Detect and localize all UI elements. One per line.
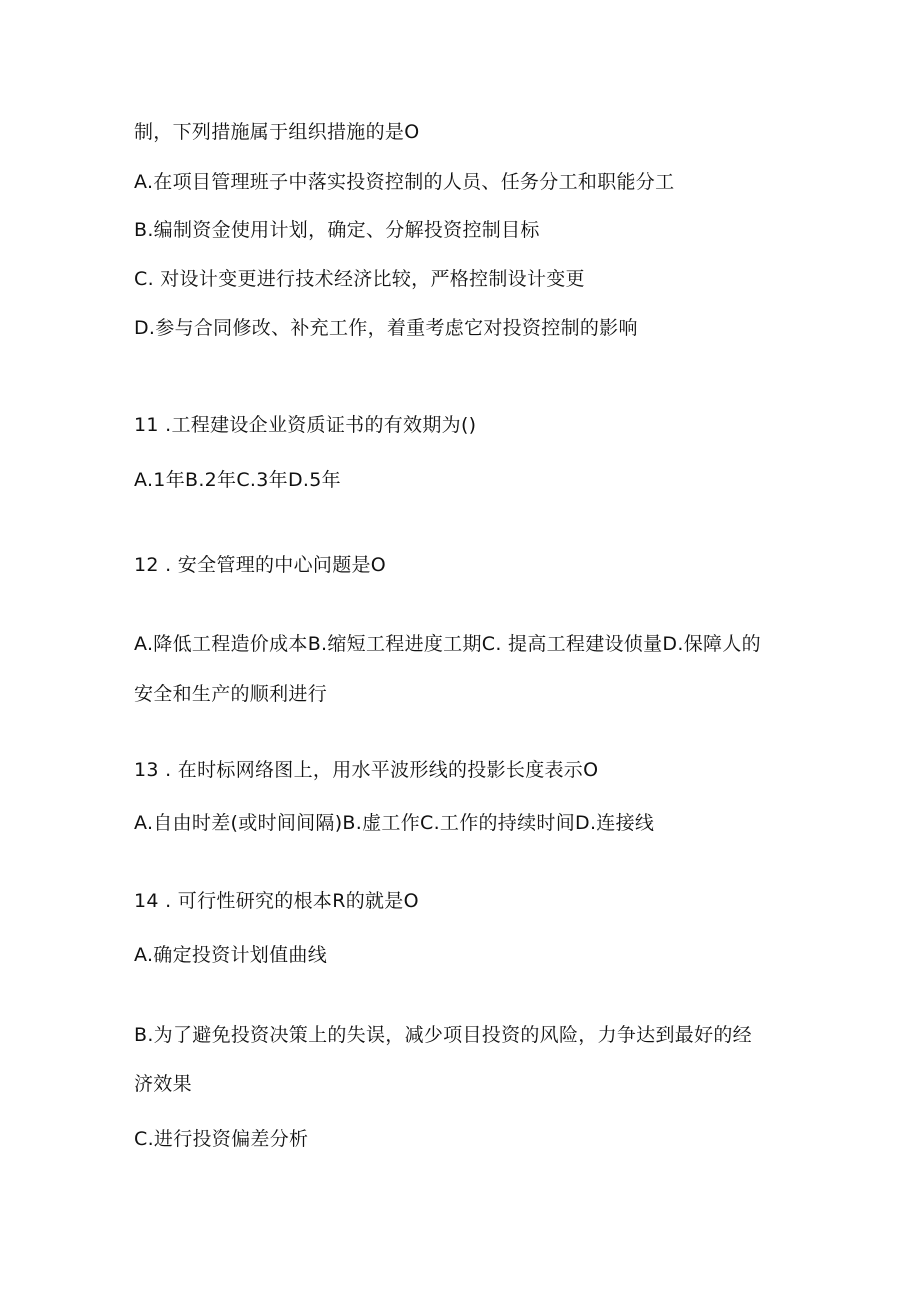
question-12-stem: 12 . 安全管理的中心问题是O [134, 554, 387, 576]
question-14-option-b-line-2: 济效果 [134, 1073, 192, 1095]
question-12-options-line-2: 安全和生产的顺利进行 [134, 683, 328, 705]
question-10-option-d: D.参与合同修改、补充工作，着重考虑它对投资控制的影响 [134, 317, 638, 339]
question-14-option-c: C.进行投资偏差分析 [134, 1128, 309, 1150]
question-11-stem: 11 .工程建设企业资质证书的有效期为() [134, 414, 477, 436]
question-10-option-a: A.在项目管理班子中落实投资控制的人员、任务分工和职能分工 [134, 171, 675, 193]
question-14-stem: 14 . 可行性研究的根本R的就是O [134, 890, 419, 912]
question-14-option-b-line-1: B.为了避免投资决策上的失误，减少项目投资的风险，力争达到最好的经 [134, 1024, 752, 1046]
question-10-stem-continuation: 制，下列措施属于组织措施的是O [134, 121, 420, 143]
question-10-option-b: B.编制资金使用计划，确定、分解投资控制目标 [134, 219, 540, 241]
question-12-options-line-1: A.降低工程造价成本B.缩短工程进度工期C. 提高工程建设侦量D.保障人的 [134, 633, 761, 655]
question-13-options: A.自由时差(或时间间隔)B.虚工作C.工作的持续时间D.连接线 [134, 812, 655, 834]
question-10-option-c: C. 对设计变更进行技术经济比较，严格控制设计变更 [134, 268, 585, 290]
question-13-stem: 13 . 在时标网络图上，用水平波形线的投影长度表示O [134, 759, 599, 781]
question-11-options: A.1年B.2年C.3年D.5年 [134, 469, 341, 491]
question-14-option-a: A.确定投资计划值曲线 [134, 944, 328, 966]
